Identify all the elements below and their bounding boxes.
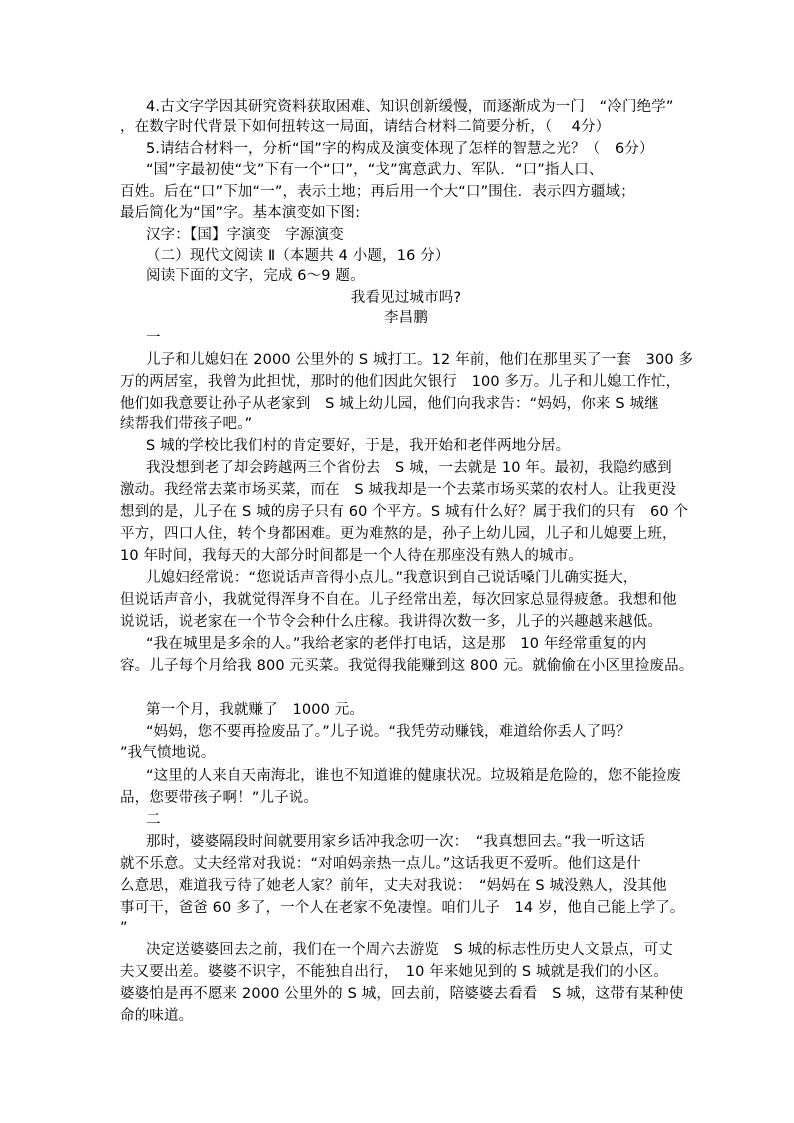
paragraph-3-line-4: 平方，四口人住，转个身都困难。更为难熬的是，孙子上幼儿园，儿子和儿媳要上班， [120,526,677,542]
paragraph-3-line-1: 我没想到老了却会跨越两三个省份去 S 城，一去就是 10 年。最初，我隐约感到 [146,460,672,476]
material-paragraph-line-2: 百姓。后在“口”下加“一”，表示土地；再后用一个大“口”围住．表示四方疆域； [120,184,635,200]
part-heading-two: 二 [146,812,161,828]
paragraph-9-line-1: 那时，婆婆隔段时间就要用家乡话冲我念叨一次： “我真想回去。”我一听这话 [146,834,645,850]
paragraph-1-line-4: 续帮我们带孩子吧。” [120,416,253,432]
reading-instruction: 阅读下面的文字，完成 6～9 题。 [146,268,365,284]
paragraph-9-line-5: ” [120,920,128,936]
paragraph-7-line-2: ”我气愤地说。 [120,745,216,761]
paragraph-6: 第一个月，我就赚了 1000 元。 [146,702,365,718]
paragraph-10-line-3: 婆婆怕是再不愿来 2000 公里外的 S 城，回去前，陪婆婆去看看 S 城，这带有某种使 [120,986,684,1002]
article-title: 我看见过城市吗? [350,290,462,306]
paragraph-8-line-2: 品，您要带孩子啊！”儿子说。 [120,790,319,806]
character-evolution-line: 汉字：【国】字演变 字源演变 [146,227,344,243]
material-paragraph-line-3: 最后简化为“国”字。基本演变如下图: [120,205,361,221]
paragraph-1-line-2: 万的两居室，我曾为此担忧，那时的他们因此欠银行 100 多万。儿子和儿媳工作忙， [120,374,681,390]
paragraph-10-line-4: 命的味道。 [120,1008,194,1024]
paragraph-8-line-1: “这里的人来自天南海北，谁也不知道谁的健康状况。垃圾箱是危险的，您不能捡废 [146,768,682,784]
paragraph-5-line-1: “我在城里是多余的人。”我给老家的老伴打电话，这是那 10 年经常重复的内 [146,636,647,652]
paragraph-7-line-1: “妈妈，您不要再捡废品了。”儿子说。“我凭劳动赚钱，难道给你丢人了吗？ [146,724,631,740]
question-5: 5.请结合材料一，分析“国”字的构成及演变体现了怎样的智慧之光？（ 6分） [146,141,654,157]
paragraph-2: S 城的学校比我们村的肯定要好，于是，我开始和老伴两地分居。 [146,438,571,454]
paragraph-9-line-4: 事可干，爸爸 60 多了，一个人在老家不免凄惶。咱们儿子 14 岁，他自己能上学了。 [120,900,685,916]
paragraph-9-line-2: 就不乐意。丈夫经常对我说：“对咱妈亲热一点儿。”这话我更不爱听。他们这是什 [120,856,641,872]
paragraph-9-line-3: 么意思，难道我亏待了她老人家？前年，丈夫对我说： “妈妈在 S 城没熟人，没其他 [120,878,667,894]
paragraph-5-line-2: 容。儿子每个月给我 800 元买菜。我觉得我能赚到这 800 元。就偷偷在小区里捡废品。 [120,658,694,674]
paragraph-1-line-3: 他们如我意要让孙子从老家到 S 城上幼儿园，他们向我求告：“妈妈，你来 S 城继 [120,396,659,412]
paragraph-4-line-3: 说说话，说老家在一个节令会种什么庄稼。我讲得次数一多，儿子的兴趣越来越低。 [120,614,663,630]
part-heading-one: 一 [146,330,161,346]
paragraph-4-line-2: 但说话声音小，我就觉得浑身不自在。儿子经常出差，每次回家总显得疲惫。我想和他 [120,592,677,608]
paragraph-1-line-1: 儿子和儿媳妇在 2000 公里外的 S 城打工。12 年前，他们在那里买了一套 300 多 [146,352,694,368]
question-4-line-2: ，在数字时代背景下如何扭转这一局面，请结合材料二简要分析，（ 4分） [120,119,611,135]
paragraph-3-line-2: 激动。我经常去菜市场买菜，而在 S 城我却是一个去菜市场买菜的农村人。让我更没 [120,482,677,498]
section-heading: （二）现代文阅读 Ⅱ（本题共 4 小题，16 分） [146,248,450,264]
paragraph-10-line-2: 夫又要出差。婆婆不识字，不能独自出行， 10 年来她见到的 S 城就是我们的小区。 [120,964,668,980]
question-4-line-1: 4.古文字学因其研究资料获取困难、知识创新缓慢，而逐渐成为一门 “冷门绝学” [146,99,674,115]
material-paragraph-line-1: “国”字最初使“戈”下有一个“口”，“戈”寓意武力、军队．“口”指人口、 [146,162,604,178]
paragraph-10-line-1: 决定送婆婆回去之前，我们在一个周六去游览 S 城的标志性历史人文景点，可丈 [146,942,673,958]
article-author: 李昌鹏 [384,310,428,326]
paragraph-4-line-1: 儿媳妇经常说：“您说话声音得小点儿。”我意识到自己说话嗓门儿确实挺大， [146,570,638,586]
paragraph-3-line-3: 想到的是，儿子在 S 城的房子只有 60 个平方。S 城有什么好？属于我们的只有 60 个 [120,504,689,520]
paragraph-3-line-5: 10 年时间，我每天的大部分时间都是一个人待在那座没有熟人的城市。 [120,548,584,564]
